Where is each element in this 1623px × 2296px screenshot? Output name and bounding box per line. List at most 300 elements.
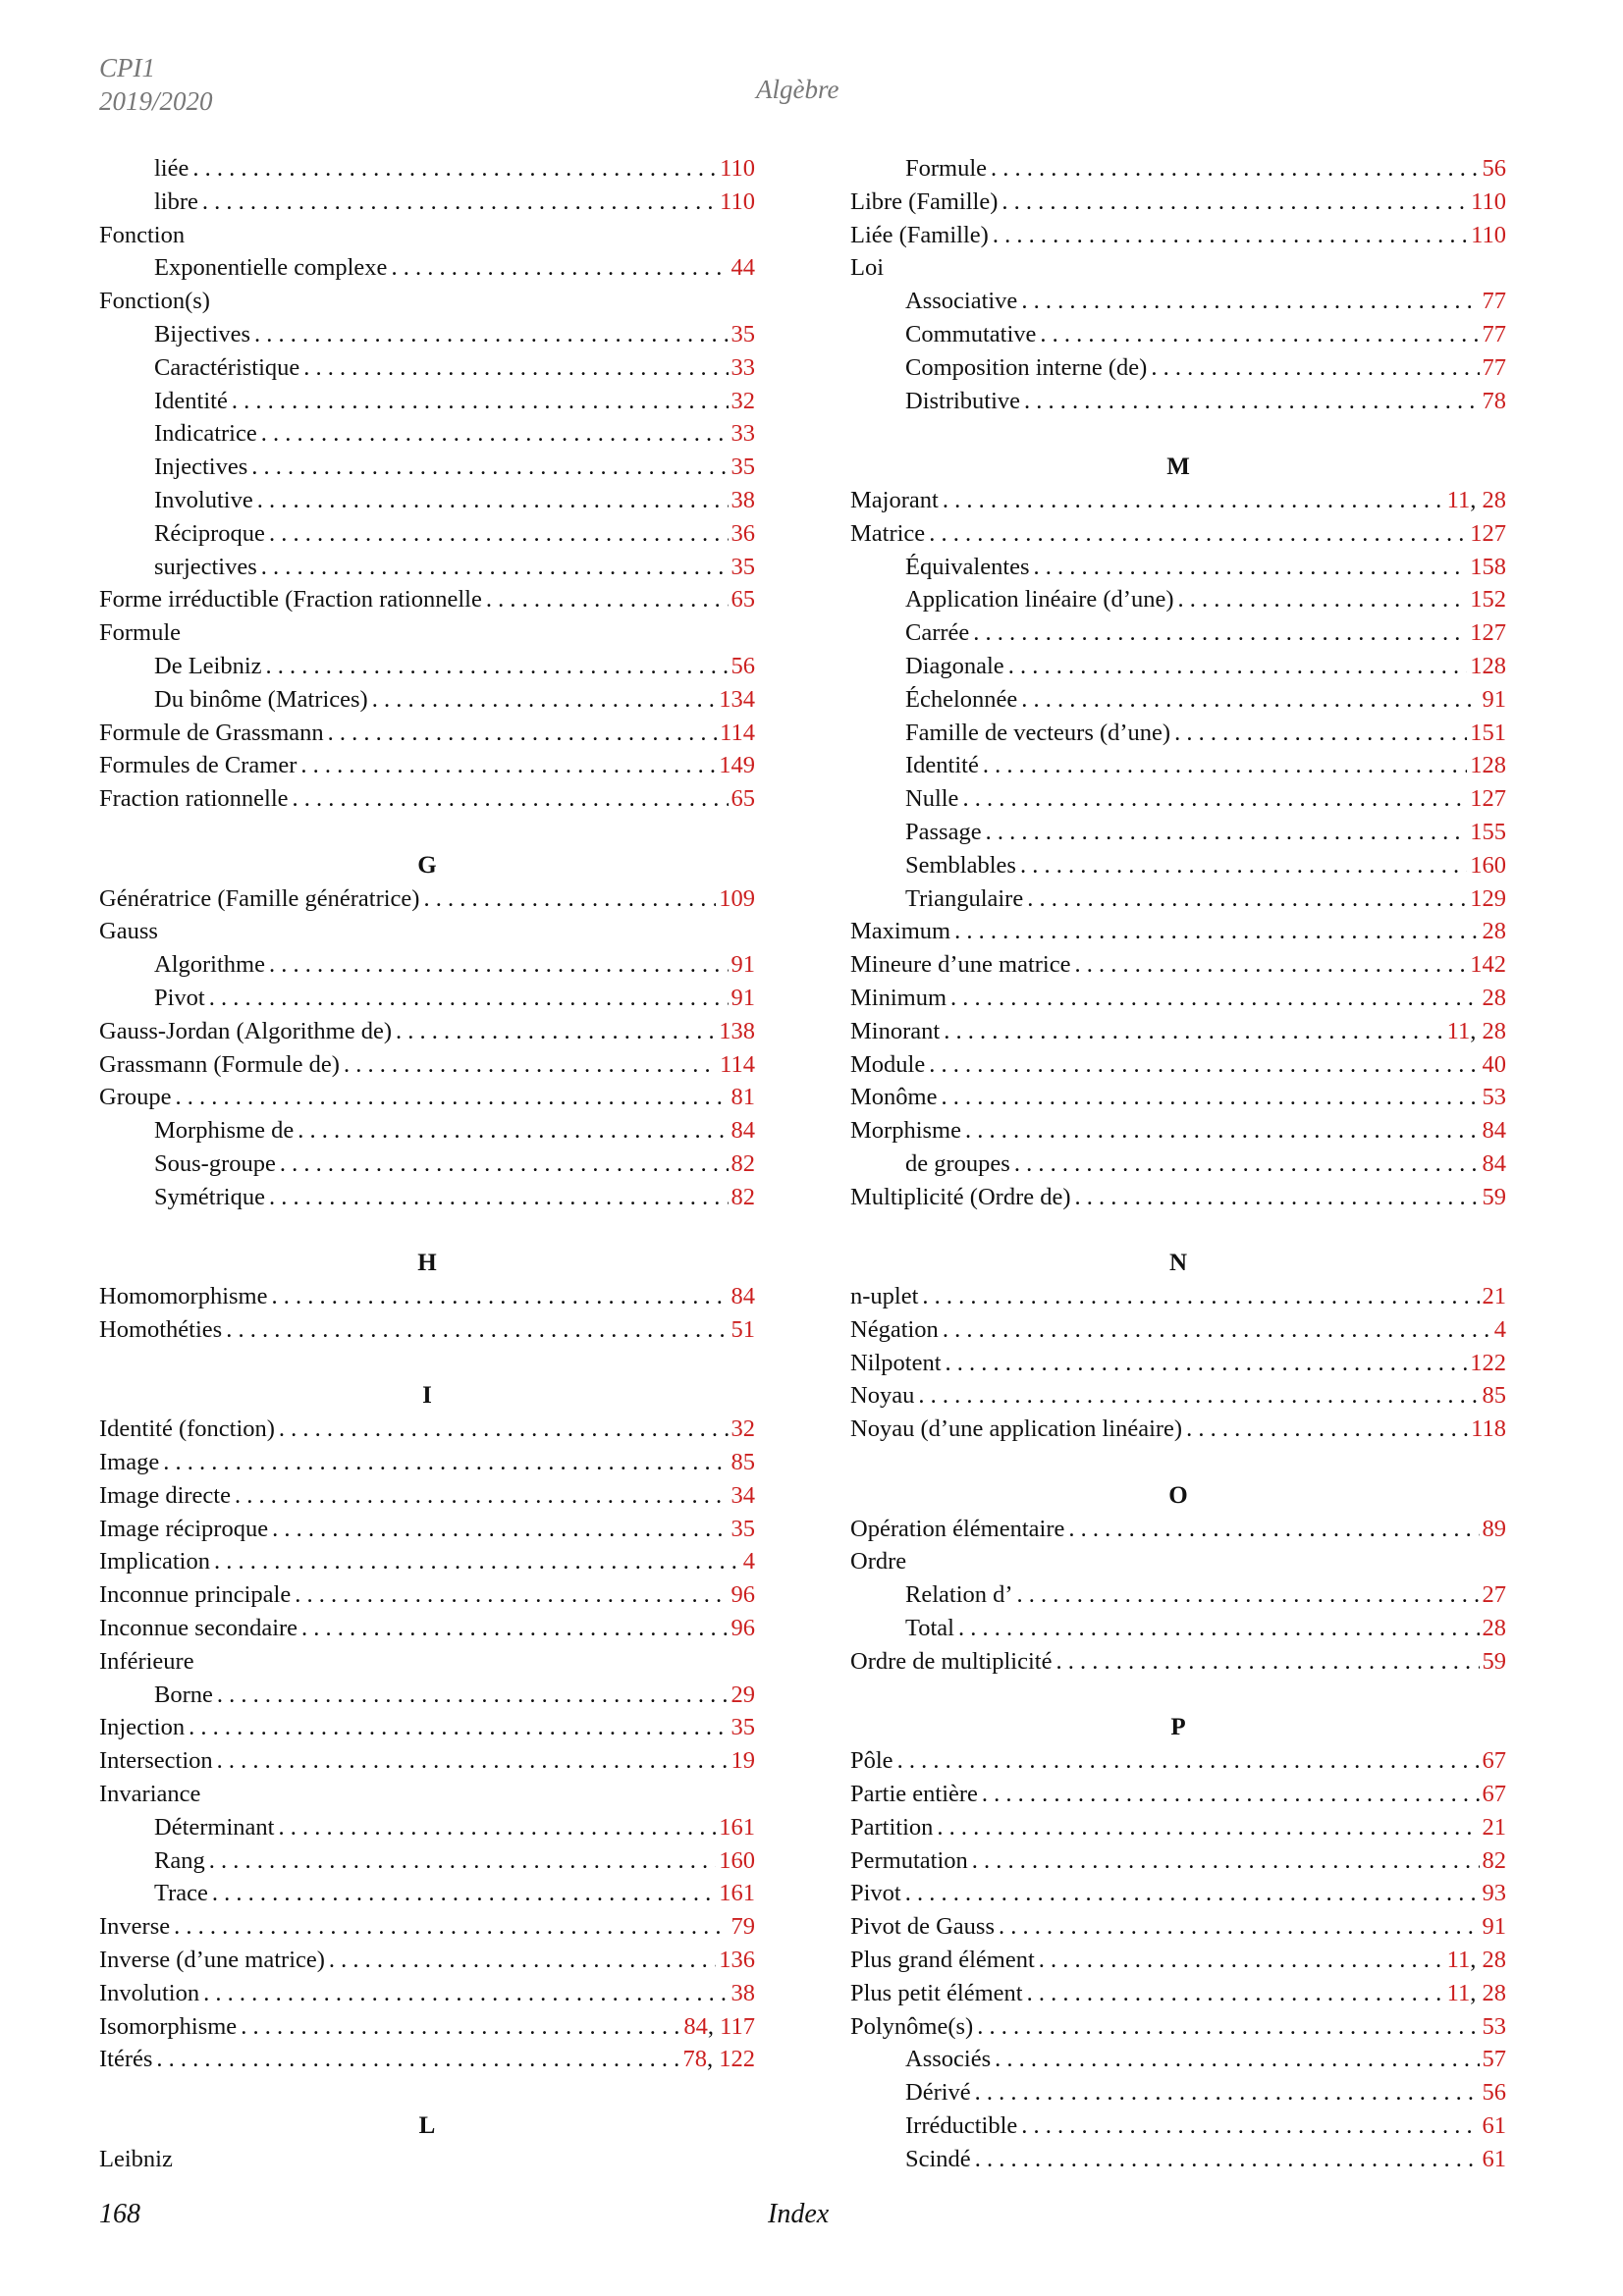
index-entry xyxy=(850,1347,1506,1380)
index-term: Isomorphisme xyxy=(99,2012,238,2040)
dot-leader xyxy=(1020,849,1467,882)
page-link[interactable]: 127 xyxy=(1470,785,1506,813)
index-term: Ordre de multiplicité xyxy=(850,1647,1053,1675)
page-link[interactable]: 84 xyxy=(1482,1149,1506,1177)
index-term: Homomorphisme xyxy=(99,1283,268,1310)
page-link[interactable]: 84 xyxy=(730,1283,755,1310)
index-entry xyxy=(850,1081,1506,1114)
index-subentry xyxy=(850,285,1506,318)
index-subentry xyxy=(850,1578,1506,1612)
dot-leader xyxy=(905,1877,1480,1910)
index-entry xyxy=(850,186,1506,219)
page-link[interactable]: 44 xyxy=(730,254,755,282)
page-link[interactable]: 82 xyxy=(730,1183,755,1210)
dot-leader xyxy=(954,915,1479,948)
page-link[interactable]: 155 xyxy=(1470,818,1506,845)
page-link[interactable]: 36 xyxy=(730,519,755,547)
page-link[interactable]: 138 xyxy=(719,1017,755,1044)
index-entry xyxy=(99,616,755,650)
page-references: 11, 28 xyxy=(1446,486,1506,513)
index-term: Pôle xyxy=(850,1747,893,1775)
index-letter-heading: H xyxy=(417,1250,437,1277)
page-references xyxy=(720,152,755,186)
page-references xyxy=(731,1679,756,1712)
dot-leader xyxy=(214,1545,740,1578)
page-link[interactable]: 118 xyxy=(1471,1415,1506,1443)
index-column-left xyxy=(99,152,755,2176)
page-references xyxy=(731,1513,756,1546)
index-subentry xyxy=(850,616,1506,650)
page-references xyxy=(1483,285,1507,318)
page-link[interactable]: 28 xyxy=(1482,1947,1506,1974)
dot-leader xyxy=(946,1347,1468,1380)
index-term: Multiplicité (Ordre de) xyxy=(850,1183,1071,1210)
page-link[interactable]: 67 xyxy=(1482,1747,1506,1775)
page-references xyxy=(1470,1347,1506,1380)
dot-leader xyxy=(1027,882,1467,916)
page-link[interactable]: 81 xyxy=(730,1084,755,1111)
index-subentry xyxy=(850,351,1506,385)
index-entry xyxy=(99,1778,755,1811)
index-subentry xyxy=(99,1679,755,1712)
dot-leader xyxy=(266,650,729,683)
index-term: Irréductible xyxy=(905,2112,1018,2140)
page-link[interactable]: 84 xyxy=(683,2012,708,2040)
index-subentry xyxy=(850,2043,1506,2076)
page-link[interactable]: 28 xyxy=(1482,918,1506,945)
running-header-course xyxy=(99,51,213,118)
page-link[interactable]: 151 xyxy=(1470,719,1506,746)
page-link[interactable]: 53 xyxy=(1482,1084,1506,1111)
dot-leader xyxy=(1021,2109,1479,2143)
index-entry xyxy=(99,1313,755,1347)
page-link[interactable]: 28 xyxy=(1482,1979,1506,2006)
page-link[interactable]: 4 xyxy=(1493,1315,1506,1343)
index-term: Passage xyxy=(905,818,982,845)
page-link[interactable]: 91 xyxy=(1482,1913,1506,1941)
page-link[interactable]: 89 xyxy=(1482,1515,1506,1542)
dot-leader xyxy=(300,749,716,782)
index-term: Inverse xyxy=(99,1913,171,1941)
page-link[interactable]: 53 xyxy=(1482,2012,1506,2040)
index-term: de groupes xyxy=(905,1149,1010,1177)
page-link[interactable]: 11 xyxy=(1446,1947,1471,1974)
dot-leader xyxy=(972,1844,1480,1878)
page-link[interactable]: 114 xyxy=(720,719,755,746)
dot-leader xyxy=(163,1446,728,1479)
dot-leader xyxy=(986,816,1468,849)
page-references xyxy=(1470,583,1506,616)
page-link[interactable]: 59 xyxy=(1482,1183,1506,1210)
index-subentry xyxy=(850,683,1506,717)
index-letter-heading: N xyxy=(1168,1250,1188,1277)
index-term: surjectives xyxy=(154,553,257,580)
page-references: 11, 28 xyxy=(1446,1017,1506,1044)
dot-leader xyxy=(272,1513,728,1546)
page-link[interactable]: 19 xyxy=(730,1747,755,1775)
page-references xyxy=(720,717,755,750)
page-link[interactable]: 110 xyxy=(1471,187,1506,215)
page-references xyxy=(731,251,756,285)
dot-leader xyxy=(1024,385,1479,418)
index-term: Noyau xyxy=(850,1382,915,1410)
page-link[interactable]: 122 xyxy=(719,2046,755,2073)
index-term: Déterminant xyxy=(154,1813,275,1841)
index-entry xyxy=(99,219,755,252)
page-link[interactable]: 65 xyxy=(730,785,755,813)
page-references: 78, 122 xyxy=(682,2046,755,2073)
page-link[interactable]: 27 xyxy=(1482,1581,1506,1609)
page-references xyxy=(731,982,756,1015)
page-link[interactable]: 28 xyxy=(1482,984,1506,1011)
index-subentry xyxy=(850,2076,1506,2109)
index-term: Pivot de Gauss xyxy=(850,1913,995,1941)
page-link[interactable]: 35 xyxy=(730,454,755,481)
page-link[interactable]: 67 xyxy=(1482,1781,1506,1808)
index-letter-heading: P xyxy=(1170,1714,1186,1741)
page-references xyxy=(1483,2043,1507,2076)
index-entry xyxy=(850,1944,1506,1977)
dot-leader xyxy=(937,1811,1479,1844)
index-entry xyxy=(850,1744,1506,1778)
page-link[interactable]: 78 xyxy=(682,2046,707,2073)
page-references xyxy=(1483,318,1507,351)
page-references xyxy=(731,451,756,484)
page-link[interactable]: 51 xyxy=(730,1315,755,1343)
index-entry xyxy=(850,1977,1506,2010)
index-term: Exponentielle complexe xyxy=(154,254,388,282)
page-references xyxy=(731,1977,756,2010)
page-link[interactable]: 32 xyxy=(730,387,755,414)
page-link[interactable]: 110 xyxy=(1471,221,1506,248)
dot-leader xyxy=(973,616,1467,650)
page-link[interactable]: 28 xyxy=(1482,1615,1506,1642)
course-name: CPI1 xyxy=(99,53,155,82)
page-link[interactable]: 38 xyxy=(730,1979,755,2006)
page-link[interactable]: 91 xyxy=(730,951,755,979)
page-references xyxy=(1483,1778,1507,1811)
page-link[interactable]: 35 xyxy=(730,553,755,580)
page-references xyxy=(731,1446,756,1479)
dot-leader xyxy=(280,1148,729,1181)
index-term: Symétrique xyxy=(154,1183,265,1210)
page-references xyxy=(1483,385,1507,418)
index-subentry xyxy=(850,816,1506,849)
index-term: Implication xyxy=(99,1548,210,1575)
page-link[interactable]: 40 xyxy=(1482,1050,1506,1078)
index-term: Plus petit élément xyxy=(850,1979,1023,2006)
dot-leader xyxy=(1074,948,1467,982)
page-references xyxy=(1483,1844,1507,1878)
page-references xyxy=(1483,2010,1507,2044)
index-entry xyxy=(99,2010,755,2044)
page-link[interactable]: 56 xyxy=(1482,2079,1506,2107)
page-references xyxy=(1470,717,1506,750)
dot-leader xyxy=(993,219,1468,252)
page-link[interactable]: 34 xyxy=(730,1481,755,1509)
index-term: Inférieure xyxy=(99,1647,194,1675)
dot-leader xyxy=(944,1015,1443,1048)
page-link[interactable]: 85 xyxy=(1482,1382,1506,1410)
page-link[interactable]: 110 xyxy=(720,187,755,215)
index-subentry xyxy=(99,1181,755,1214)
page-references xyxy=(1483,1048,1507,1082)
index-subentry xyxy=(99,251,755,285)
page-link[interactable]: 158 xyxy=(1470,553,1506,580)
page-link[interactable]: 84 xyxy=(1482,1117,1506,1145)
page-references xyxy=(1483,1513,1507,1546)
dot-leader xyxy=(192,152,717,186)
page-references xyxy=(719,1877,755,1910)
page-link[interactable]: 127 xyxy=(1470,519,1506,547)
index-entry xyxy=(850,2010,1506,2044)
page-link[interactable]: 33 xyxy=(730,353,755,381)
index-term: Liée (Famille) xyxy=(850,221,989,248)
page-references xyxy=(731,351,756,385)
index-subentry xyxy=(99,484,755,517)
index-entry xyxy=(99,1081,755,1114)
page-references xyxy=(1483,1645,1507,1679)
page-references xyxy=(1494,1313,1506,1347)
index-entry xyxy=(99,2043,755,2076)
page-link[interactable]: 78 xyxy=(1482,387,1506,414)
page-link[interactable]: 84 xyxy=(730,1117,755,1145)
page-link[interactable]: 61 xyxy=(1482,2145,1506,2172)
index-term: Dérivé xyxy=(905,2079,971,2107)
page-link[interactable]: 91 xyxy=(1482,685,1506,713)
page-link[interactable]: 32 xyxy=(730,1415,755,1443)
index-entry xyxy=(850,1114,1506,1148)
page-link[interactable]: 127 xyxy=(1470,619,1506,647)
page-references xyxy=(1483,1578,1507,1612)
page-link[interactable]: 161 xyxy=(719,1813,755,1841)
page-link[interactable]: 91 xyxy=(730,984,755,1011)
index-term: Leibniz xyxy=(99,2145,173,2172)
page-references xyxy=(1470,816,1506,849)
page-link[interactable]: 11 xyxy=(1446,1979,1471,2006)
page-link[interactable]: 82 xyxy=(730,1149,755,1177)
index-subentry xyxy=(99,417,755,451)
index-term: Pivot xyxy=(154,984,205,1011)
page-link[interactable]: 35 xyxy=(730,320,755,347)
page-link[interactable]: 160 xyxy=(719,1846,755,1874)
index-term: Majorant xyxy=(850,486,939,513)
dot-leader xyxy=(958,1612,1480,1645)
dot-leader xyxy=(209,1844,717,1878)
index-term: Diagonale xyxy=(905,652,1004,679)
page-references xyxy=(1470,782,1506,816)
page-link[interactable]: 96 xyxy=(730,1581,755,1609)
dot-leader xyxy=(344,1048,717,1082)
page-link[interactable]: 96 xyxy=(730,1615,755,1642)
page-references xyxy=(1483,351,1507,385)
index-term: Monôme xyxy=(850,1084,938,1111)
page-references xyxy=(1483,982,1507,1015)
page-link[interactable]: 149 xyxy=(719,752,755,779)
page-link[interactable]: 160 xyxy=(1470,851,1506,879)
page-link[interactable]: 129 xyxy=(1470,884,1506,912)
dot-leader xyxy=(1008,650,1468,683)
page-references xyxy=(731,1313,756,1347)
page-link[interactable]: 85 xyxy=(730,1449,755,1476)
dot-leader xyxy=(235,1479,729,1513)
index-term: Total xyxy=(905,1615,954,1642)
index-term: Polynôme(s) xyxy=(850,2012,974,2040)
dot-leader xyxy=(328,717,718,750)
page-link[interactable]: 11 xyxy=(1446,486,1471,513)
page-link[interactable]: 29 xyxy=(730,1681,755,1708)
index-subentry xyxy=(99,385,755,418)
page-link[interactable]: 28 xyxy=(1482,1017,1506,1044)
index-term: Forme irréductible (Fraction rationnelle xyxy=(99,586,482,614)
page-link[interactable]: 136 xyxy=(719,1947,755,1974)
dot-leader xyxy=(950,982,1479,1015)
index-term: Indicatrice xyxy=(154,420,257,448)
page-link[interactable]: 122 xyxy=(1470,1349,1506,1376)
page-link[interactable]: 21 xyxy=(1482,1813,1506,1841)
page-link[interactable]: 33 xyxy=(730,420,755,448)
index-entry xyxy=(99,882,755,916)
dot-leader xyxy=(943,484,1444,517)
page-references xyxy=(1470,849,1506,882)
page-link[interactable]: 110 xyxy=(720,155,755,182)
index-term: Semblables xyxy=(905,851,1016,879)
page-link[interactable]: 77 xyxy=(1482,320,1506,347)
page-link[interactable]: 59 xyxy=(1482,1647,1506,1675)
page-link[interactable]: 21 xyxy=(1482,1283,1506,1310)
index-subentry xyxy=(99,451,755,484)
dot-leader xyxy=(423,882,716,916)
page-link[interactable]: 128 xyxy=(1470,652,1506,679)
page-references xyxy=(1470,517,1506,551)
page-link[interactable]: 11 xyxy=(1446,1017,1471,1044)
dot-leader xyxy=(977,2010,1479,2044)
page-link[interactable]: 93 xyxy=(1482,1880,1506,1907)
index-entry xyxy=(99,1048,755,1082)
page-references xyxy=(1471,1413,1506,1446)
index-subentry xyxy=(850,2109,1506,2143)
index-entry xyxy=(99,583,755,616)
index-subentry xyxy=(850,318,1506,351)
dot-leader xyxy=(295,1578,728,1612)
index-entry xyxy=(99,1744,755,1778)
index-subentry xyxy=(850,782,1506,816)
page-link[interactable]: 77 xyxy=(1482,353,1506,381)
page-link[interactable]: 79 xyxy=(730,1913,755,1941)
index-entry xyxy=(99,1280,755,1313)
page-references xyxy=(731,1612,756,1645)
index-term: Carrée xyxy=(905,619,970,647)
index-subentry xyxy=(99,948,755,982)
index-term: Nilpotent xyxy=(850,1349,942,1376)
page-link[interactable]: 109 xyxy=(719,884,755,912)
page-references xyxy=(1483,683,1507,717)
index-term: Pivot xyxy=(850,1880,901,1907)
page-references xyxy=(731,1413,756,1446)
page-link[interactable]: 61 xyxy=(1482,2112,1506,2140)
index-entry xyxy=(99,1015,755,1048)
dot-leader xyxy=(209,982,729,1015)
page-references xyxy=(1483,915,1507,948)
dot-leader xyxy=(261,417,729,451)
page-references xyxy=(1483,1081,1507,1114)
dot-leader xyxy=(217,1679,729,1712)
page-link[interactable]: 56 xyxy=(1482,155,1506,182)
page-link[interactable]: 114 xyxy=(720,1050,755,1078)
index-term: Minorant xyxy=(850,1017,941,1044)
page-link[interactable]: 142 xyxy=(1470,951,1506,979)
index-entry xyxy=(99,1645,755,1679)
page-link[interactable]: 82 xyxy=(1482,1846,1506,1874)
page-link[interactable]: 57 xyxy=(1482,2046,1506,2073)
page-link[interactable]: 4 xyxy=(742,1548,755,1575)
index-entry xyxy=(850,915,1506,948)
index-entry xyxy=(99,2143,755,2176)
dot-leader xyxy=(203,1977,728,2010)
index-term: Ordre xyxy=(850,1548,907,1575)
index-entry xyxy=(850,219,1506,252)
page-references xyxy=(731,1181,756,1214)
index-subentry xyxy=(99,152,755,186)
page-link[interactable]: 152 xyxy=(1470,586,1506,614)
dot-leader xyxy=(975,2076,1480,2109)
page-references xyxy=(1483,1877,1507,1910)
dot-leader xyxy=(279,1413,729,1446)
index-subentry xyxy=(850,1612,1506,1645)
index-entry xyxy=(850,1280,1506,1313)
dot-leader xyxy=(1014,1148,1480,1181)
index-term: Rang xyxy=(154,1846,205,1874)
page-link[interactable]: 38 xyxy=(730,486,755,513)
page-references xyxy=(1483,1811,1507,1844)
page-references xyxy=(1470,749,1506,782)
dot-leader xyxy=(943,1313,1491,1347)
running-footer-section: Index xyxy=(768,2199,830,2229)
index-entry xyxy=(99,1977,755,2010)
index-term: Inconnue principale xyxy=(99,1581,292,1609)
index-term: Opération élémentaire xyxy=(850,1515,1065,1542)
dot-leader xyxy=(329,1944,716,1977)
page-link[interactable]: 128 xyxy=(1470,752,1506,779)
course-year: 2019/2020 xyxy=(99,86,213,116)
index-term: Scindé xyxy=(905,2145,971,2172)
page-link[interactable]: 28 xyxy=(1482,486,1506,513)
page-link[interactable]: 77 xyxy=(1482,288,1506,315)
index-term: Génératrice (Famille génératrice) xyxy=(99,884,420,912)
page-link[interactable]: 56 xyxy=(730,652,755,679)
page-references xyxy=(731,1148,756,1181)
index-entry xyxy=(99,1578,755,1612)
page-link[interactable]: 161 xyxy=(719,1880,755,1907)
dot-leader xyxy=(1186,1413,1468,1446)
page-link[interactable]: 65 xyxy=(730,586,755,614)
index-term: Nulle xyxy=(905,785,959,813)
page-link[interactable]: 35 xyxy=(730,1515,755,1542)
dot-leader xyxy=(1021,285,1479,318)
dot-leader xyxy=(269,517,729,551)
index-entry xyxy=(850,1048,1506,1082)
dot-leader xyxy=(1040,318,1479,351)
index-subentry xyxy=(850,882,1506,916)
page-link[interactable]: 35 xyxy=(730,1714,755,1741)
page-references: 11, 28 xyxy=(1446,1947,1506,1974)
index-subentry xyxy=(850,551,1506,584)
page-link[interactable]: 117 xyxy=(720,2012,755,2040)
page-references xyxy=(731,1744,756,1778)
index-subentry xyxy=(850,717,1506,750)
page-link[interactable]: 134 xyxy=(719,685,755,713)
page-references xyxy=(1483,152,1507,186)
